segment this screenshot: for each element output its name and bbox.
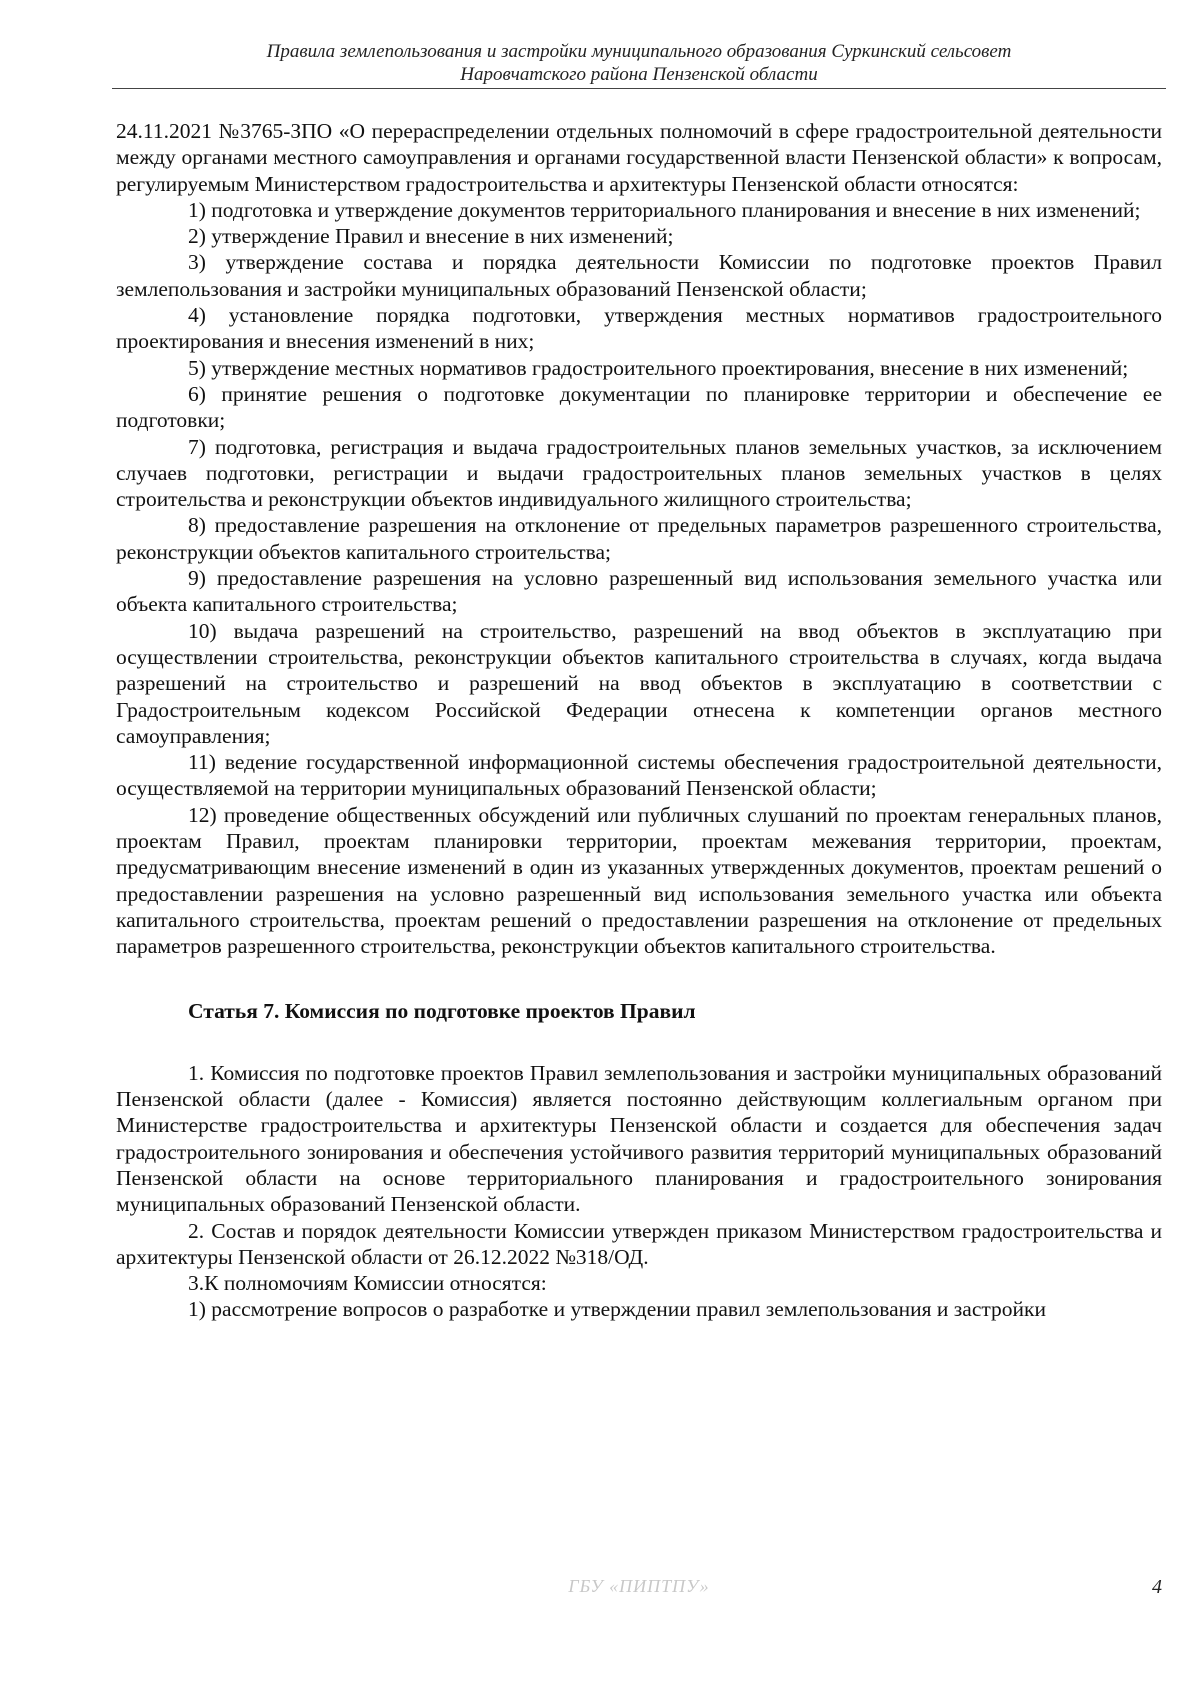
clause-2: 2. Состав и порядок деятельности Комиссии утвержден приказом Министерством градостроительства и архитектуры Пензенской области от 26.12.2022 №318/ОД. [116,1218,1162,1269]
list-item-6: 6) принятие решения о подготовке документации по планировке территории и обеспечение ее подготовки; [116,381,1162,433]
list-item-1: 1) подготовка и утверждение документов территориального планирования и внесение в них изменений; [188,197,1141,222]
header-line-1: Правила землепользования и застройки муниципального образования Суркинский сельсовет [266,41,1012,62]
list-item-5: 5) утверждение местных нормативов градостроительного проектирования, внесение в них изменений; [188,355,1129,380]
intro-paragraph: 24.11.2021 №3765-ЗПО «О перераспределении отдельных полномочий в сфере градостроительной деятельности между органами местного самоуправления и органами государственной власти Пензенской области» к вопросам, регулируемым Министерством градостроительства и архитектуры Пензенской области относятся: [116,119,1162,196]
list-item-3: 3) утверждение состава и порядка деятельности Комиссии по подготовке проектов Правил землепользования и застройки муниципальных образований Пензенской области; [116,250,1162,301]
header-line-2: Наровчатского района Пензенской области [460,64,818,85]
clause-3: 3.К полномочиям Комиссии относятся: [188,1271,547,1296]
list-item-9: 9) предоставление разрешения на условно разрешенный вид использования земельного участка или объекта капитального строительства; [116,566,1162,617]
article-7-title: Статья 7. Комиссия по подготовке проектов Правил [188,998,696,1023]
page-number: 4 [1152,1576,1162,1598]
running-header [112,40,1166,89]
list-item-4: 4) установление порядка подготовки, утверждения местных нормативов градостроительного проектирования и внесения изменений в них; [116,303,1162,354]
document-body [116,118,1162,1323]
list-item-7: 7) подготовка, регистрация и выдача градостроительных планов земельных участков, за исключением случаев подготовки, регистрации и выдачи градостроительных планов земельных участков в целях строительства и реконструкции объектов индивидуального жилищного строительства; [116,434,1162,512]
list-item-8: 8) предоставление разрешения на отклонение от предельных параметров разрешенного строительства, реконструкции объектов капитального строительства; [116,513,1162,564]
list-item-10: 10) выдача разрешений на строительство, разрешений на ввод объектов в эксплуатацию при осуществлении строительства, реконструкции объектов капитального строительства в случаях, когда выдача разрешений на строительство и разрешений на ввод объектов в эксплуатацию в соответствии с Градостроительным кодексом Российской Федерации отнесена к компетенции органов местного самоуправления; [116,618,1162,748]
list-item-12: 12) проведение общественных обсуждений или публичных слушаний по проектам генеральных планов, проектам Правил, проектам планировки территории, проектам межевания территории, проектам, предусматривающим внесение изменений в один из указанных утвержденных документов, проектам решений о предоставлении разрешения на условно разрешенный вид использования земельного участка или объекта капитального строительства, проектам решений о предоставлении разрешения на отклонение от предельных параметров разрешенного строительства, реконструкции объектов капитального строительства. [116,802,1162,959]
footer-organization: ГБУ «ПИПТПУ» [568,1576,710,1596]
clause-1: 1. Комиссия по подготовке проектов Правил землепользования и застройки муниципальных образований Пензенской области (далее - Комиссия) является постоянно действующим коллегиальным органом при Министерстве градостроительства и архитектуры Пензенской области и создается для обеспечения задач градостроительного зонирования и обеспечения устойчивого развития территорий муниципальных образований Пензенской области на основе территориального планирования и градостроительного зонирования муниципальных образований Пензенской области. [116,1060,1162,1217]
clause-3-item-1: 1) рассмотрение вопросов о разработке и утверждении правил землепользования и застройки [188,1297,1046,1322]
page-footer [112,1576,1166,1602]
list-item-11: 11) ведение государственной информационной системы обеспечения градостроительной деятельности, осуществляемой на территории муниципальных образований Пензенской области; [116,750,1162,801]
list-item-2: 2) утверждение Правил и внесение в них изменений; [188,224,674,249]
